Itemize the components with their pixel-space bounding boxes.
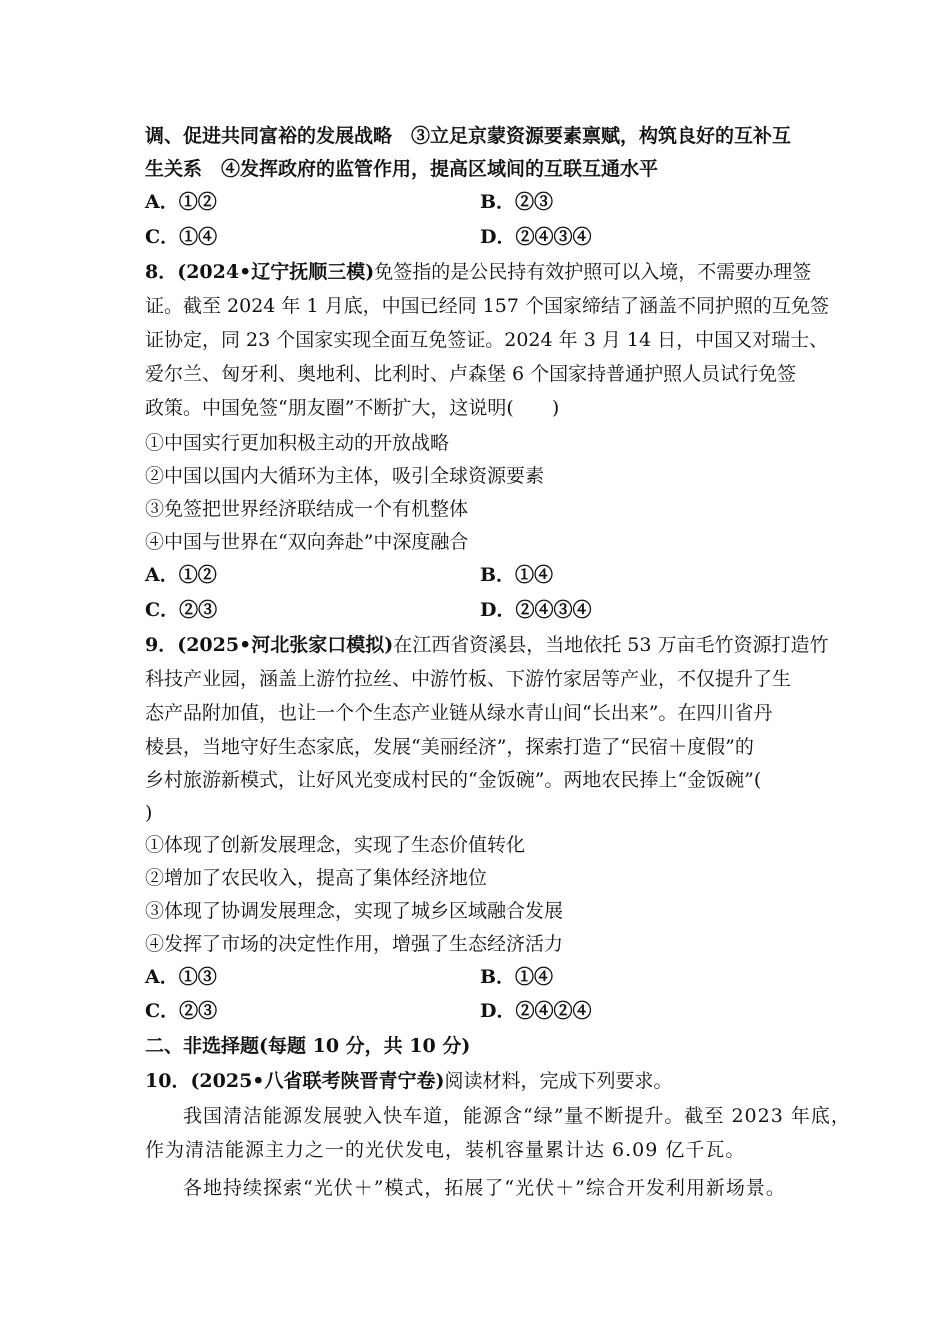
q7-option-a: A．①②	[145, 191, 217, 213]
q9-option-b: B．①④	[480, 966, 554, 988]
q9-option-c: C．②③	[145, 1000, 218, 1022]
q8-stem-line-3: 证协定，同 23 个国家实现全面互免签证。2024 年 3 月 14 日，中国又对瑞士、	[145, 329, 829, 351]
q8-stem-text-1: 免签指的是公民持有效护照可以入境，不需要办理签	[374, 261, 812, 283]
q10-stem-line-1	[145, 1065, 815, 1098]
q8-source: 8．(2024•辽宁抚顺三模)	[145, 261, 375, 283]
q8-stem-line-1	[145, 256, 815, 289]
q7-stem-line-2: 生关系 ④发挥政府的监管作用，提高区域间的互联互通水平	[145, 158, 659, 180]
q9-statement-2: ②增加了农民收入，提高了集体经济地位	[145, 867, 488, 889]
q7-stem-line-1: 调、促进共同富裕的发展战略 ③立足京蒙资源要素禀赋，构筑良好的互补互	[145, 125, 792, 147]
q10-material-para1-line1: 我国清洁能源发展驶入快车道，能源含“绿”量不断提升。截至 2023 年底，	[183, 1105, 851, 1127]
q9-stem-line-4: 棱县，当地守好生态家底，发展“美丽经济”，探索打造了“民宿＋度假”的	[145, 736, 754, 758]
q10-source: 10．(2025•八省联考陕晋青宁卷)	[145, 1070, 445, 1092]
q9-stem-text-1: 在江西省资溪县，当地依托 53 万亩毛竹资源打造竹	[393, 634, 829, 656]
section-2-title: 二、非选择题(每题 10 分，共 10 分)	[145, 1035, 471, 1057]
q9-stem-line-3: 态产品附加值，也让一个个生态产业链从绿水青山间“长出来”。在四川省丹	[145, 702, 773, 724]
q8-stem-line-5: 政策。中国免签“朋友圈”不断扩大，这说明( )	[145, 397, 560, 419]
q7-option-b: B．②③	[480, 191, 554, 213]
q9-stem-line-2: 科技产业园，涵盖上游竹拉丝、中游竹板、下游竹家居等产业，不仅提升了生	[145, 668, 792, 690]
q8-statement-4: ④中国与世界在“双向奔赴”中深度融合	[145, 531, 469, 553]
q9-stem-line-5: 乡村旅游新模式，让好风光变成村民的“金饭碗”。两地农民捧上“金饭碗”(	[145, 769, 762, 791]
q8-statement-2: ②中国以国内大循环为主体，吸引全球资源要素	[145, 465, 545, 487]
q8-option-b: B．①④	[480, 564, 554, 586]
q8-stem-line-4: 爱尔兰、匈牙利、奥地利、比利时、卢森堡 6 个国家持普通护照人员试行免签	[145, 363, 797, 385]
q8-stem-line-2: 证。截至 2024 年 1 月底，中国已经同 157 个国家缔结了涵盖不同护照的互免签	[145, 295, 829, 317]
q10-material-para2-line1: 各地持续探索“光伏＋”模式，拓展了“光伏＋”综合开发利用新场景。	[183, 1177, 786, 1199]
q9-option-d: D．②④②④	[480, 1000, 592, 1022]
q9-options-row-1	[145, 961, 815, 994]
q8-options-row-1	[145, 559, 815, 592]
q10-material-para1-line2: 作为清洁能源主力之一的光伏发电，装机容量累计达 6.09 亿千瓦。	[145, 1139, 746, 1161]
q8-statement-1: ①中国实行更加积极主动的开放战略	[145, 432, 450, 454]
q7-options-row-1	[145, 186, 815, 219]
q9-source: 9．(2025•河北张家口模拟)	[145, 634, 394, 656]
q9-stem-line-6: )	[145, 802, 153, 824]
q7-options-row-2	[145, 221, 815, 254]
q9-options-row-2	[145, 995, 815, 1028]
q8-statement-3: ③免签把世界经济联结成一个有机整体	[145, 498, 469, 520]
q10-stem-text-1: 阅读材料，完成下列要求。	[444, 1070, 673, 1092]
q9-option-a: A．①③	[145, 966, 217, 988]
q9-statement-4: ④发挥了市场的决定性作用，增强了生态经济活力	[145, 933, 564, 955]
q8-options-row-2	[145, 594, 815, 627]
q9-stem-line-1	[145, 629, 829, 662]
q9-statement-3: ③体现了协调发展理念，实现了城乡区域融合发展	[145, 900, 564, 922]
q7-option-c: C．①④	[145, 226, 218, 248]
q7-option-d: D．②④③④	[480, 226, 592, 248]
q8-option-d: D．②④③④	[480, 599, 592, 621]
q8-option-c: C．②③	[145, 599, 218, 621]
q9-statement-1: ①体现了创新发展理念，实现了生态价值转化	[145, 834, 526, 856]
q8-option-a: A．①②	[145, 564, 217, 586]
